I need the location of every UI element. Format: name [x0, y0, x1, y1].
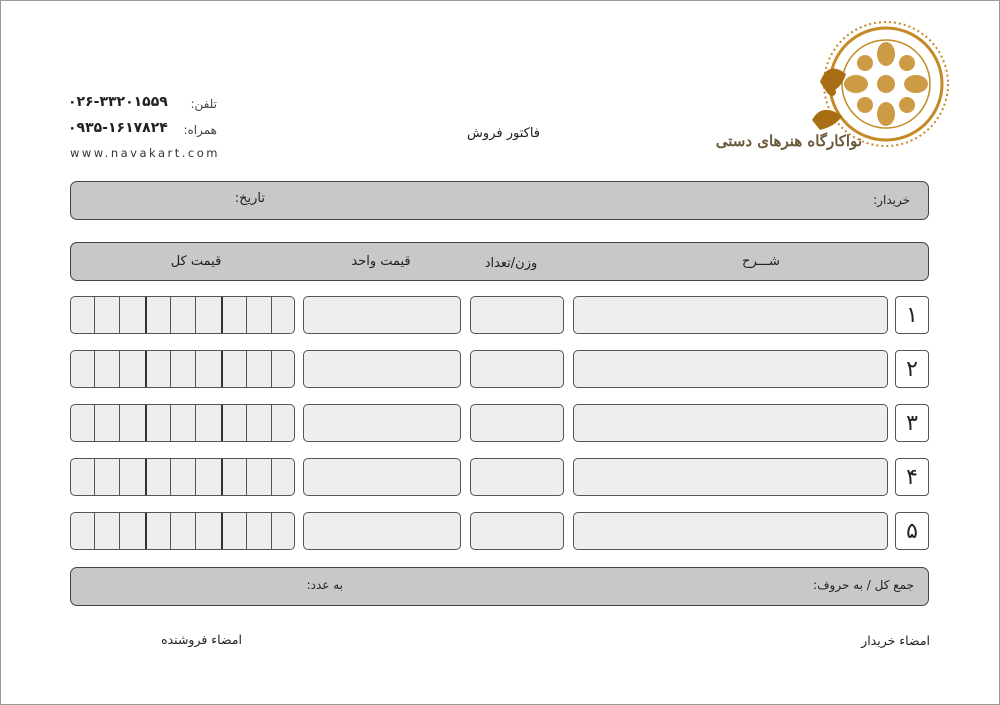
description-input[interactable] — [573, 458, 888, 496]
description-input[interactable] — [573, 350, 888, 388]
totals-bar — [70, 567, 929, 606]
row-number: ۲ — [895, 350, 929, 388]
seller-signature: امضاء فروشنده — [161, 632, 242, 647]
header-description: شـــرح — [742, 254, 780, 269]
row-number: ۳ — [895, 404, 929, 442]
phone-label: تلفن: — [190, 97, 217, 111]
phone-value: ۰۲۶-۳۳۲۰۱۵۵۹ — [68, 94, 168, 110]
header-quantity: وزن/تعداد — [484, 256, 538, 271]
logo — [715, 20, 960, 165]
quantity-input[interactable] — [470, 350, 564, 388]
total-price-input[interactable] — [70, 458, 295, 496]
total-price-input[interactable] — [70, 512, 295, 550]
unit-price-input[interactable] — [303, 512, 461, 550]
mobile-value: ۰۹۳۵-۱۶۱۷۸۲۴ — [68, 120, 168, 136]
unit-price-input[interactable] — [303, 458, 461, 496]
website-link[interactable]: www.navakart.com — [70, 146, 220, 160]
buyer-label: خریدار: — [873, 193, 910, 207]
total-in-numbers-label: به عدد: — [306, 578, 343, 592]
description-input[interactable] — [573, 512, 888, 550]
logo-text: نواکارگاه هنرهای دستی — [715, 132, 862, 150]
buyer-signature: امضاء خریدار — [861, 633, 930, 648]
total-price-input[interactable] — [70, 350, 295, 388]
quantity-input[interactable] — [470, 512, 564, 550]
table-header — [70, 242, 929, 281]
row-number: ۱ — [895, 296, 929, 334]
buyer-info-bar — [70, 181, 929, 220]
date-label: تاریخ: — [234, 191, 265, 206]
row-number: ۵ — [895, 512, 929, 550]
total-price-input[interactable] — [70, 296, 295, 334]
description-input[interactable] — [573, 404, 888, 442]
invoice-title: فاکتور فروش — [467, 126, 540, 141]
header-unit-price: قیمت واحد — [351, 254, 411, 269]
unit-price-input[interactable] — [303, 350, 461, 388]
unit-price-input[interactable] — [303, 296, 461, 334]
total-in-words-label: جمع کل / به حروف: — [813, 578, 914, 592]
mobile-label: همراه: — [183, 123, 217, 137]
description-input[interactable] — [573, 296, 888, 334]
quantity-input[interactable] — [470, 296, 564, 334]
row-number: ۴ — [895, 458, 929, 496]
unit-price-input[interactable] — [303, 404, 461, 442]
quantity-input[interactable] — [470, 404, 564, 442]
quantity-input[interactable] — [470, 458, 564, 496]
total-price-input[interactable] — [70, 404, 295, 442]
header-total-price: قیمت کل — [170, 254, 222, 269]
